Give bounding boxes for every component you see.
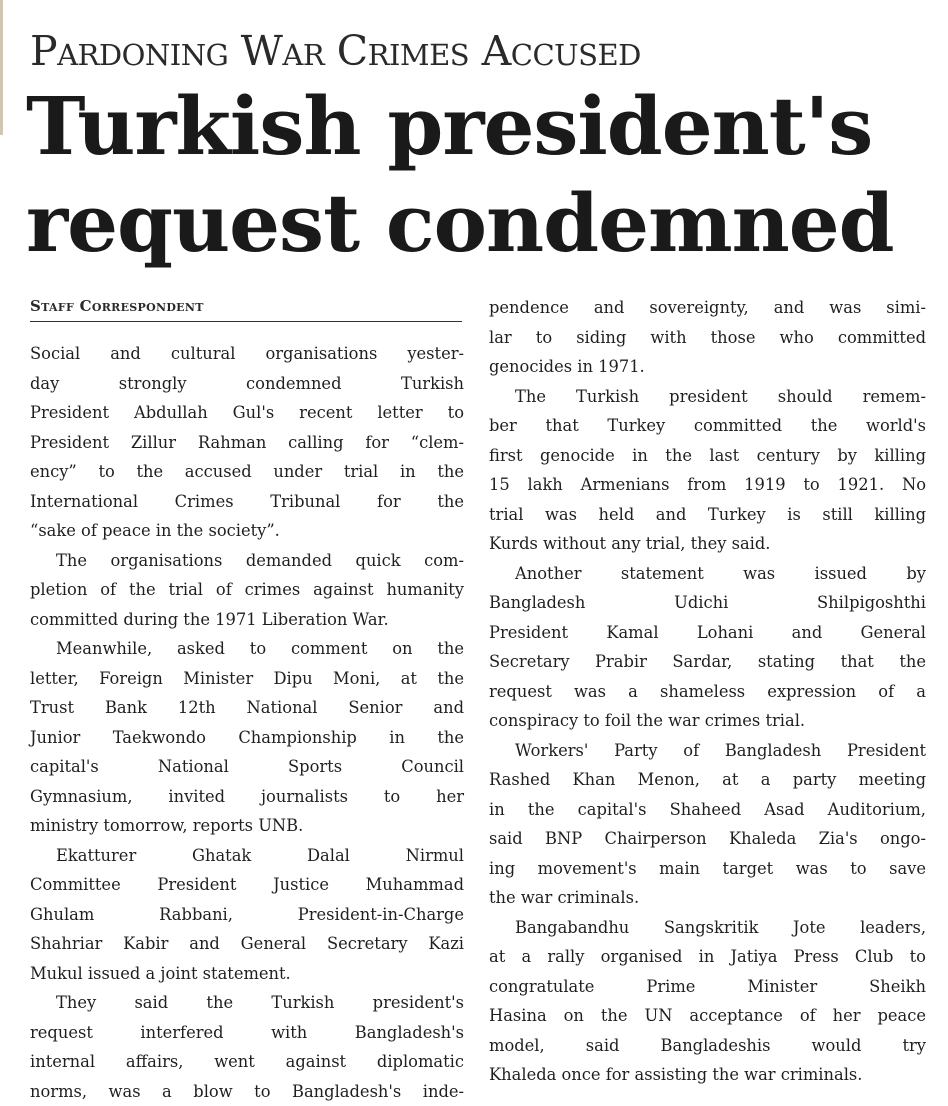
article-text-line: President Kamal Lohani and General (489, 618, 926, 648)
article-text-line: ministry tomorrow, reports UNB. (30, 811, 464, 841)
article-text-line: Workers' Party of Bangladesh President (489, 736, 926, 766)
article-text-line: Rashed Khan Menon, at a party meeting (489, 765, 926, 795)
article-text-line: committed during the 1971 Liberation War. (30, 605, 464, 635)
article-text-line: conspiracy to foil the war crimes trial. (489, 706, 926, 736)
article-text-line: request interfered with Bangladesh's (30, 1018, 464, 1048)
article-text-line: first genocide in the last century by killing (489, 441, 926, 471)
article-text-line: ency” to the accused under trial in the (30, 457, 464, 487)
article-text-line: They said the Turkish president's (30, 988, 464, 1018)
headline-line-2: request condemned (26, 175, 894, 272)
article-text-line: said BNP Chairperson Khaleda Zia's ongo- (489, 824, 926, 854)
article-text-line: Another statement was issued by (489, 559, 926, 589)
article-text-line: The organisations demanded quick com- (30, 546, 464, 576)
article-text-line: request was a shameless expression of a (489, 677, 926, 707)
byline: Staff Correspondent (30, 295, 462, 322)
headline-line-1: Turkish president's (26, 78, 872, 175)
article-text-line: President Abdullah Gul's recent letter to (30, 398, 464, 428)
article-text-line: President Zillur Rahman calling for “clem- (30, 428, 464, 458)
article-text-line: ber that Turkey committed the world's (489, 411, 926, 441)
article-text-line: 15 lakh Armenians from 1919 to 1921. No (489, 470, 926, 500)
article-text-line: genocides in 1971. (489, 352, 926, 382)
article-text-line: model, said Bangladeshis would try (489, 1031, 926, 1061)
article-text-line: capital's National Sports Council (30, 752, 464, 782)
article-text-line: Bangladesh Udichi Shilpigoshthi (489, 588, 926, 618)
article-text-line: The Turkish president should remem- (489, 382, 926, 412)
article-text-line: lar to siding with those who committed (489, 323, 926, 353)
article-text-line: Hasina on the UN acceptance of her peace (489, 1001, 926, 1031)
article-text-line: “sake of peace in the society”. (30, 516, 464, 546)
article-text-line: pletion of the trial of crimes against humanity (30, 575, 464, 605)
article-column-right (489, 293, 926, 1090)
article-text-line: Secretary Prabir Sardar, stating that the (489, 647, 926, 677)
article-text-line: Ghulam Rabbani, President-in-Charge (30, 900, 464, 930)
article-text-line: norms, was a blow to Bangladesh's inde- (30, 1077, 464, 1106)
article-text-line: in the capital's Shaheed Asad Auditorium, (489, 795, 926, 825)
article-text-line: day strongly condemned Turkish (30, 369, 464, 399)
kicker-headline: Pardoning War Crimes Accused (30, 28, 641, 74)
article-text-line: internal affairs, went against diplomatic (30, 1047, 464, 1077)
article-text-line: Mukul issued a joint statement. (30, 959, 464, 989)
article-text-line: Committee President Justice Muhammad (30, 870, 464, 900)
article-text-line: congratulate Prime Minister Sheikh (489, 972, 926, 1002)
article-text-line: International Crimes Tribunal for the (30, 487, 464, 517)
article-text-line: Khaleda once for assisting the war criminals. (489, 1060, 926, 1090)
article-text-line: ing movement's main target was to save (489, 854, 926, 884)
article-column-left (30, 339, 464, 1106)
article-text-line: Bangabandhu Sangskritik Jote leaders, (489, 913, 926, 943)
article-text-line: at a rally organised in Jatiya Press Club to (489, 942, 926, 972)
article-text-line: pendence and sovereignty, and was simi- (489, 293, 926, 323)
article-text-line: Gymnasium, invited journalists to her (30, 782, 464, 812)
article-text-line: Junior Taekwondo Championship in the (30, 723, 464, 753)
article-text-line: letter, Foreign Minister Dipu Moni, at the (30, 664, 464, 694)
article-text-line: Trust Bank 12th National Senior and (30, 693, 464, 723)
main-headline (26, 78, 926, 272)
article-text-line: Kurds without any trial, they said. (489, 529, 926, 559)
article-text-line: the war criminals. (489, 883, 926, 913)
article-text-line: trial was held and Turkey is still killing (489, 500, 926, 530)
article-text-line: Meanwhile, asked to comment on the (30, 634, 464, 664)
article-text-line: Ekatturer Ghatak Dalal Nirmul (30, 841, 464, 871)
article-text-line: Social and cultural organisations yester- (30, 339, 464, 369)
article-text-line: Shahriar Kabir and General Secretary Kazi (30, 929, 464, 959)
page-edge-rule (0, 0, 3, 135)
